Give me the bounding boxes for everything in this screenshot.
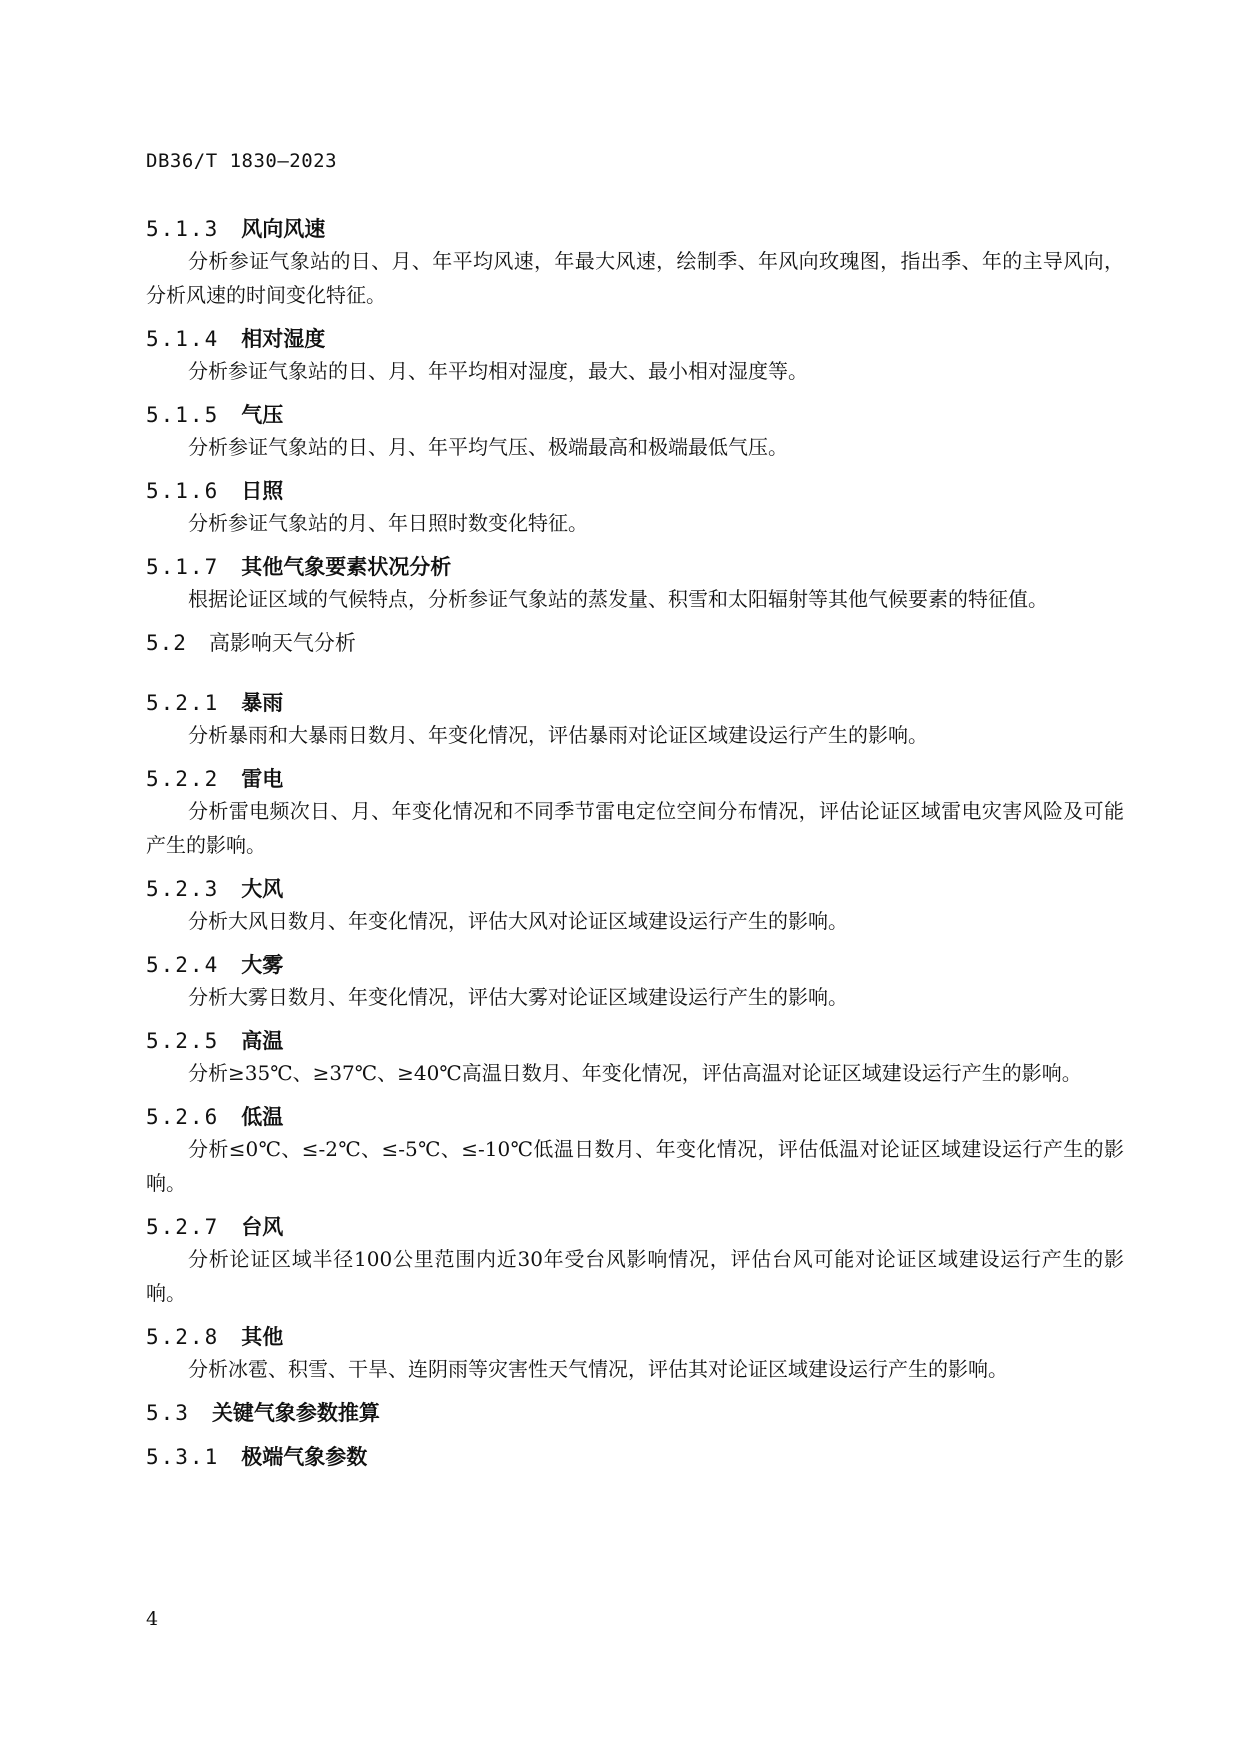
section-5-3 xyxy=(146,1398,1124,1428)
section-heading xyxy=(146,400,1124,430)
section-paragraph: 分析大雾日数月、年变化情况，评估大雾对论证区域建设运行产生的影响。 xyxy=(188,985,848,1009)
section-heading xyxy=(146,628,1124,658)
section-paragraph: 分析论证区域半径100公里范围内近30年受台风影响情况，评估台风可能对论证区域建设运行产生的影响。 xyxy=(146,1247,1124,1305)
section-5-1-4 xyxy=(146,324,1124,388)
section-5-1-3 xyxy=(146,214,1124,312)
section-heading xyxy=(146,874,1124,904)
section-number: 5.1.4 xyxy=(146,327,220,351)
section-paragraph: 分析雷电频次日、月、年变化情况和不同季节雷电定位空间分布情况，评估论证区域雷电灾害风险及可能产生的影响。 xyxy=(146,799,1124,857)
section-number: 5.2.3 xyxy=(146,877,220,901)
section-number: 5.2.5 xyxy=(146,1029,220,1053)
section-heading xyxy=(146,552,1124,582)
section-heading xyxy=(146,1026,1124,1056)
section-number: 5.2.6 xyxy=(146,1105,220,1129)
section-title: 大风 xyxy=(241,877,284,901)
section-number: 5.2.1 xyxy=(146,691,220,715)
section-paragraph: 分析≤0℃、≤-2℃、≤-5℃、≤-10℃低温日数月、年变化情况，评估低温对论证区域建设运行产生的影响。 xyxy=(146,1137,1124,1195)
section-paragraph: 分析参证气象站的月、年日照时数变化特征。 xyxy=(188,511,588,535)
section-heading xyxy=(146,476,1124,506)
section-heading xyxy=(146,1442,1124,1472)
section-5-2-7 xyxy=(146,1212,1124,1310)
section-5-2-3 xyxy=(146,874,1124,938)
section-heading xyxy=(146,688,1124,718)
section-heading xyxy=(146,950,1124,980)
section-title: 其他气象要素状况分析 xyxy=(241,555,452,579)
document-code: DB36/T 1830—2023 xyxy=(146,150,338,172)
section-number: 5.2 xyxy=(146,631,187,655)
section-number: 5.2.4 xyxy=(146,953,220,977)
section-5-1-5 xyxy=(146,400,1124,464)
section-heading xyxy=(146,1322,1124,1352)
section-heading xyxy=(146,764,1124,794)
section-5-1-6 xyxy=(146,476,1124,540)
section-5-3-1 xyxy=(146,1442,1124,1472)
section-title: 其他 xyxy=(241,1325,284,1349)
section-5-2-4 xyxy=(146,950,1124,1014)
section-paragraph: 分析参证气象站的日、月、年平均相对湿度，最大、最小相对湿度等。 xyxy=(188,359,808,383)
section-paragraph: 分析大风日数月、年变化情况，评估大风对论证区域建设运行产生的影响。 xyxy=(188,909,848,933)
section-paragraph: 分析参证气象站的日、月、年平均风速，年最大风速，绘制季、年风向玫瑰图，指出季、年的主导风向，分析风速的时间变化特征。 xyxy=(146,249,1124,307)
section-5-2-5 xyxy=(146,1026,1124,1090)
section-title: 大雾 xyxy=(241,953,284,977)
section-5-1-7 xyxy=(146,552,1124,616)
document-body xyxy=(146,214,1124,1484)
section-title: 风向风速 xyxy=(241,217,326,241)
section-title: 高温 xyxy=(241,1029,284,1053)
section-title: 气压 xyxy=(241,403,284,427)
section-5-2 xyxy=(146,628,1124,658)
section-title: 暴雨 xyxy=(241,691,284,715)
section-title: 日照 xyxy=(241,479,284,503)
section-5-2-6 xyxy=(146,1102,1124,1200)
section-heading xyxy=(146,1212,1124,1242)
section-title: 台风 xyxy=(241,1215,284,1239)
section-number: 5.1.7 xyxy=(146,555,220,579)
section-heading xyxy=(146,1398,1124,1428)
section-number: 5.1.5 xyxy=(146,403,220,427)
section-number: 5.2.2 xyxy=(146,767,220,791)
section-number: 5.2.7 xyxy=(146,1215,220,1239)
section-heading xyxy=(146,214,1124,244)
section-title: 高影响天气分析 xyxy=(208,631,356,655)
section-heading xyxy=(146,324,1124,354)
page-number: 4 xyxy=(146,1608,159,1630)
section-5-2-2 xyxy=(146,764,1124,862)
section-number: 5.3 xyxy=(146,1401,190,1425)
section-title: 低温 xyxy=(241,1105,284,1129)
section-title: 雷电 xyxy=(241,767,284,791)
section-title: 关键气象参数推算 xyxy=(211,1401,380,1425)
section-5-2-1 xyxy=(146,688,1124,752)
section-paragraph: 根据论证区域的气候特点，分析参证气象站的蒸发量、积雪和太阳辐射等其他气候要素的特征值。 xyxy=(188,587,1048,611)
section-number: 5.1.6 xyxy=(146,479,220,503)
section-title: 极端气象参数 xyxy=(241,1445,368,1469)
section-5-2-8 xyxy=(146,1322,1124,1386)
section-paragraph: 分析暴雨和大暴雨日数月、年变化情况，评估暴雨对论证区域建设运行产生的影响。 xyxy=(188,723,928,747)
section-title: 相对湿度 xyxy=(241,327,326,351)
section-number: 5.3.1 xyxy=(146,1445,220,1469)
section-paragraph: 分析冰雹、积雪、干旱、连阴雨等灾害性天气情况，评估其对论证区域建设运行产生的影响。 xyxy=(188,1357,1008,1381)
section-paragraph: 分析参证气象站的日、月、年平均气压、极端最高和极端最低气压。 xyxy=(188,435,788,459)
section-heading xyxy=(146,1102,1124,1132)
section-number: 5.2.8 xyxy=(146,1325,220,1349)
section-number: 5.1.3 xyxy=(146,217,220,241)
section-paragraph: 分析≥35℃、≥37℃、≥40℃高温日数月、年变化情况，评估高温对论证区域建设运行产生的影响。 xyxy=(188,1061,1082,1085)
